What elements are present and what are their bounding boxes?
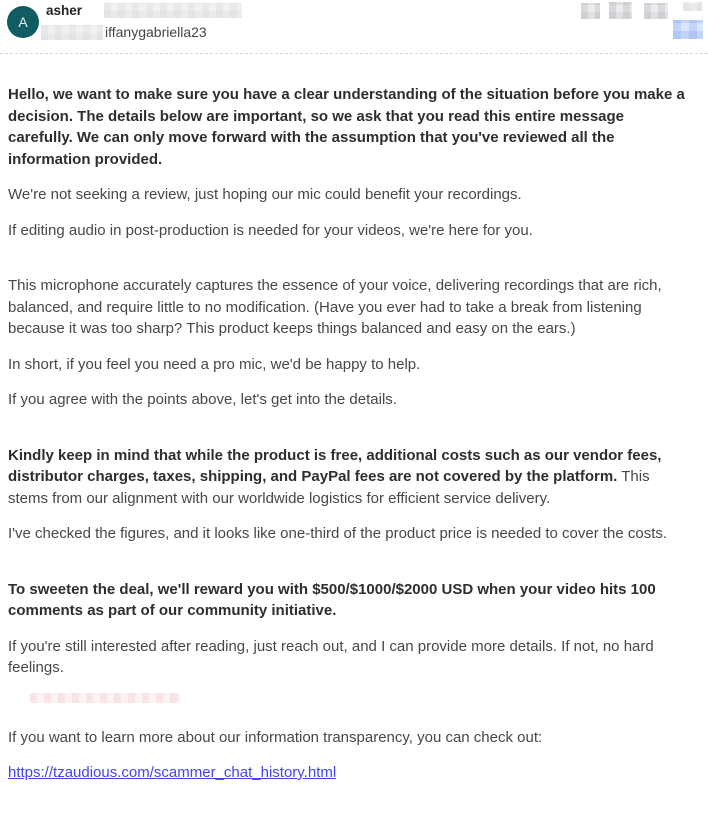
message-paragraph: If you're still interested after reading, just reach out, and I can provide more details. If not, no hard feelings. (8, 637, 654, 676)
sender-name[interactable]: asher (46, 3, 83, 18)
redacted-action-icon-3[interactable] (644, 3, 668, 19)
redacted-action-icon-1[interactable] (581, 3, 600, 19)
message-paragraph: I've checked the figures, and it looks like one-third of the product price is needed to cover the costs. (8, 525, 668, 542)
message-paragraph (8, 445, 690, 510)
recipient-name[interactable]: iffanygabriella23 (105, 24, 207, 40)
message-paragraph: If editing audio in post-production is needed for your videos, we're here for you. (8, 221, 533, 239)
paragraph-normal-segment: This stems from our alignment with our worldwide logistics for efficient service delivery. (8, 468, 650, 507)
transparency-link[interactable]: https://tzaudious.com/scammer_chat_history.html (8, 764, 337, 781)
message-paragraph: If you agree with the points above, let's get into the details. (8, 391, 397, 408)
message-paragraph: We're not seeking a review, just hoping our mic could benefit your recordings. (8, 186, 522, 203)
message-paragraph: In short, if you feel you need a pro mic, we'd be happy to help. (8, 355, 421, 373)
paragraph-bold-segment: Kindly keep in mind that while the product is free, additional costs such as our vendor fees, distributor charges, taxes, shipping, and PayPal fees are not covered by the platform. (8, 446, 662, 485)
redacted-text-line (30, 693, 180, 703)
redacted-badge (673, 20, 703, 39)
message-paragraph: Hello, we want to make sure you have a clear understanding of the situation before you make a decision. The details below are important, so we ask that you read this entire message carefully. We can only move forward with the assumption that you've reviewed all the information provided. (8, 86, 685, 168)
message-link-paragraph (8, 762, 690, 784)
sender-avatar[interactable]: A (7, 6, 39, 38)
message-header (0, 0, 708, 54)
redacted-recipient-prefix (41, 25, 103, 40)
redacted-action-icon-2[interactable] (609, 2, 632, 19)
redacted-timestamp (683, 2, 702, 11)
message-paragraph: This microphone accurately captures the essence of your voice, delivering recordings that are rich, balanced, and require little to no modification. (Have you ever had to take a break from listening because it was too sharp? This product keeps things balanced and easy on the ears.) (8, 277, 662, 337)
message-paragraph: To sweeten the deal, we'll reward you with $500/$1000/$2000 USD when your video hits 100 comments as part of our community initiative. (8, 580, 656, 619)
message-paragraph: If you want to learn more about our information transparency, you can check out: (8, 728, 543, 746)
redacted-sender-address (104, 3, 242, 18)
message-body (0, 54, 708, 784)
